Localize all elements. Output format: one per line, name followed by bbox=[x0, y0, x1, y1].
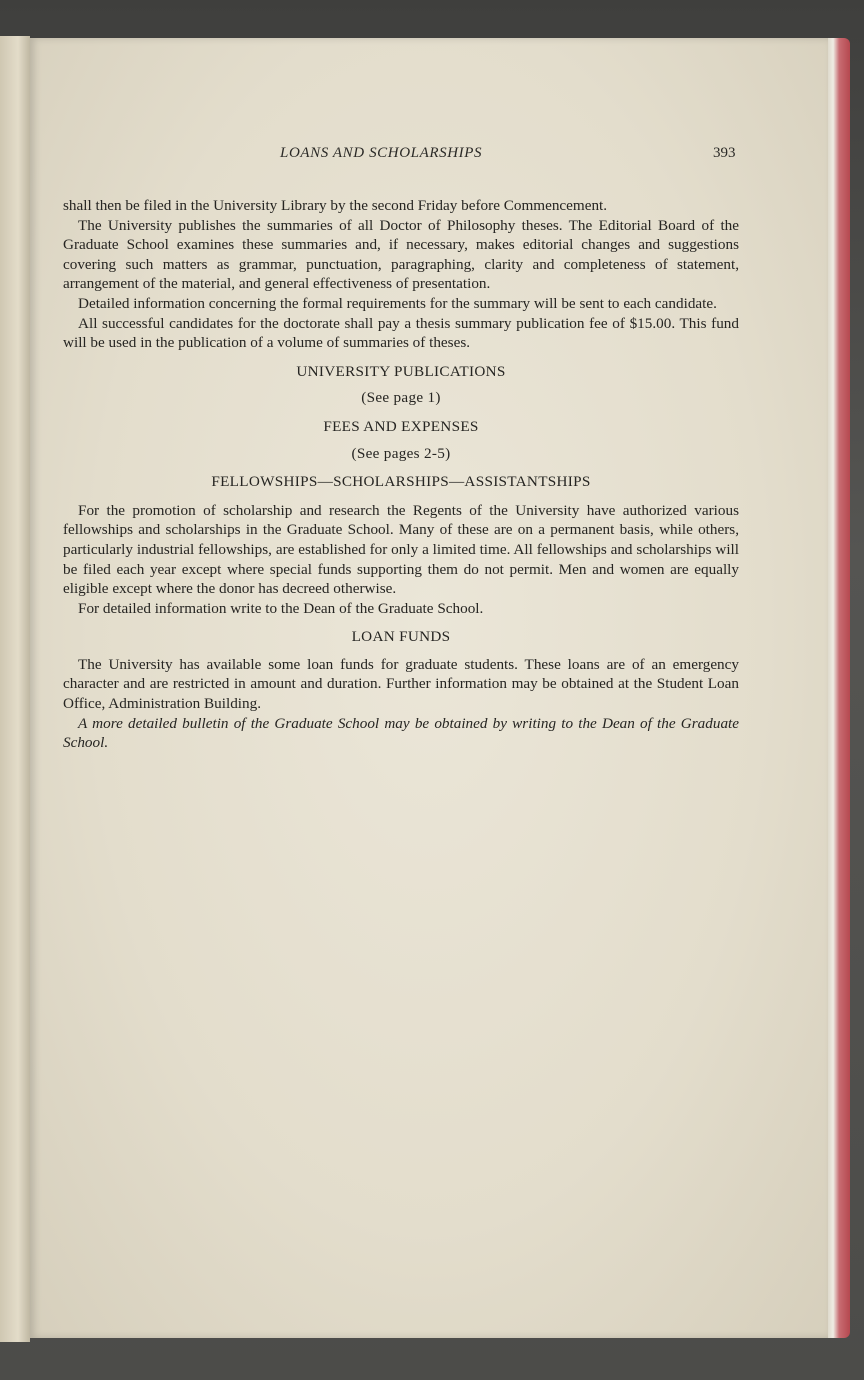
paragraph-loan-funds: The University has available some loan funds for graduate students. These loans are of an emergency character and are restricted in amount and duration. Further information may be obtained at the Student Loan Office, Administration Building. bbox=[63, 655, 739, 713]
paragraph-publication-fee: All successful candidates for the doctorate shall pay a thesis summary publication fee of $15.00. This fund will be used in the publication of a volume of summaries of theses. bbox=[63, 314, 739, 352]
paragraph-fellowships: For the promotion of scholarship and research the Regents of the University have authorized various fellowships and scholarships in the Graduate School. Many of these are on a permanent basis, while others, particularly industrial fellowships, are established for only a limited time. All fellowships and scholarships will be filed each year except where special funds supporting them do not permit. Men and women are equally eligible except where the donor has decreed otherwise. bbox=[63, 501, 739, 598]
book-page bbox=[30, 38, 828, 1338]
heading-university-publications: UNIVERSITY PUBLICATIONS bbox=[296, 362, 506, 380]
paragraph-formal-requirements: Detailed information concerning the formal requirements for the summary will be sent to each candidate. bbox=[78, 294, 717, 312]
running-head: LOANS AND SCHOLARSHIPS bbox=[280, 145, 483, 161]
paragraph-thesis-filing: shall then be filed in the University Library by the second Friday before Commencement. bbox=[63, 197, 608, 214]
book-page-edges bbox=[826, 38, 850, 1338]
fees-page-reference: (See pages 2-5) bbox=[351, 444, 451, 462]
publications-page-reference: (See page 1) bbox=[361, 389, 441, 407]
page-body bbox=[63, 196, 739, 753]
heading-loan-funds: LOAN FUNDS bbox=[351, 628, 451, 646]
previous-page-edge bbox=[0, 36, 30, 1342]
heading-fellowships: FELLOWSHIPS—SCHOLARSHIPS—ASSISTANTSHIPS bbox=[211, 473, 591, 491]
heading-fees-and-expenses: FEES AND EXPENSES bbox=[323, 417, 479, 435]
paragraph-thesis-summaries: The University publishes the summaries of all Doctor of Philosophy theses. The Editorial Board of the Graduate School examines these summaries and, if necessary, makes editorial changes and suggestions covering such matters as grammar, punctuation, paragraphing, clarity and completeness of statement, arrangement of the material, and general effectiveness of presentation. bbox=[63, 216, 739, 293]
paragraph-bulletin-note: A more detailed bulletin of the Graduate School may be obtained by writing to the Dean of the Graduate School. bbox=[63, 714, 739, 752]
page-number: 393 bbox=[713, 145, 736, 161]
paragraph-fellowships-contact: For detailed information write to the Dean of the Graduate School. bbox=[78, 599, 484, 617]
